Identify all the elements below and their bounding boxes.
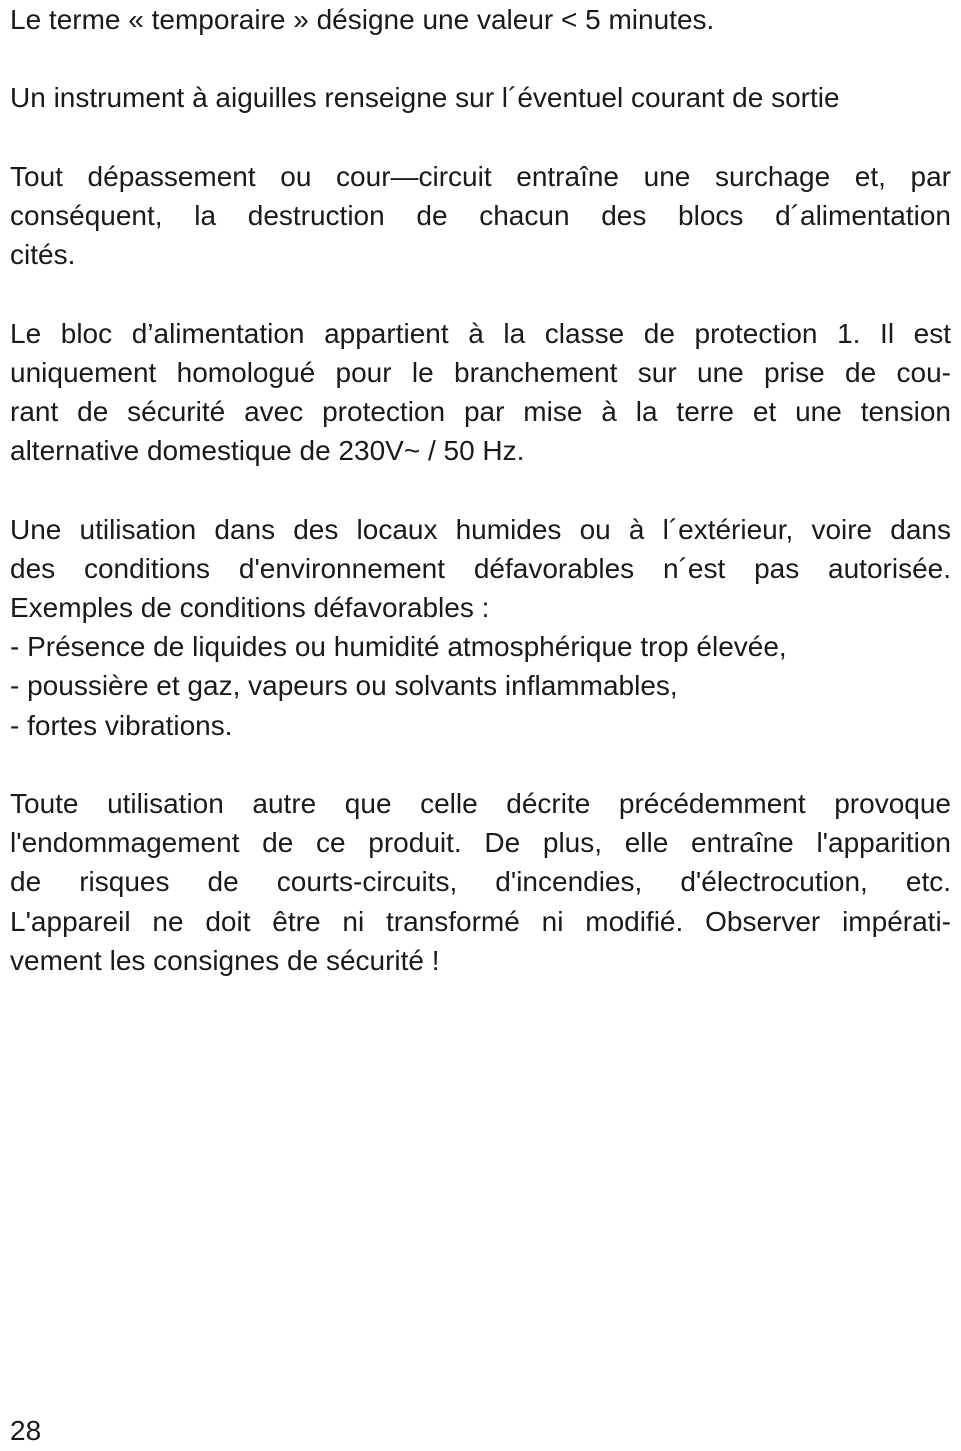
text-line: des conditions d'environnement défavorables n´est pas autorisée.	[10, 552, 951, 584]
paragraph-needle-instrument	[10, 78, 951, 117]
text-line: Tout dépassement ou cour—circuit entraîne une surchage et, par	[10, 160, 951, 192]
text-line: rant de sécurité avec protection par mise à la terre et une tension	[10, 395, 951, 427]
text-line: uniquement homologué pour le branchement sur une prise de cou-	[10, 356, 951, 388]
text-line: Une utilisation dans des locaux humides ou à l´extérieur, voire dans	[10, 513, 951, 545]
text-line: de risques de courts-circuits, d'incendies, d'électrocution, etc.	[10, 866, 951, 898]
list-item: - Présence de liquides ou humidité atmosphérique trop élevée,	[10, 631, 787, 663]
document-body	[10, 0, 951, 1019]
text-line: L'appareil ne doit être ni transformé ni modifié. Observer impérati-	[10, 905, 951, 937]
list-item: - fortes vibrations.	[10, 709, 233, 741]
text-line: Le terme « temporaire » désigne une valeur < 5 minutes.	[10, 4, 715, 35]
page-number: 28	[10, 1415, 42, 1446]
text-line: Le bloc d’alimentation appartient à la classe de protection 1. Il est	[10, 317, 951, 349]
list-item: - poussière et gaz, vapeurs ou solvants inflammables,	[10, 670, 678, 702]
text-line: cités.	[10, 239, 76, 271]
text-line: Toute utilisation autre que celle décrite précédemment provoque	[10, 787, 951, 819]
paragraph-environment-conditions	[10, 510, 951, 745]
paragraph-overload-warning	[10, 157, 951, 275]
paragraph-protection-class	[10, 314, 951, 471]
text-line: conséquent, la destruction de chacun des blocs d´alimentation	[10, 199, 951, 231]
paragraph-misuse-warning	[10, 784, 951, 980]
text-line: alternative domestique de 230V~ / 50 Hz.	[10, 435, 525, 467]
paragraph-temporary-definition	[10, 0, 951, 39]
text-line: l'endommagement de ce produit. De plus, elle entraîne l'apparition	[10, 827, 951, 859]
text-line: vement les consignes de sécurité !	[10, 944, 440, 976]
text-line: Exemples de conditions défavorables :	[10, 591, 490, 623]
text-line: Un instrument à aiguilles renseigne sur l´éventuel courant de sortie	[10, 82, 840, 114]
